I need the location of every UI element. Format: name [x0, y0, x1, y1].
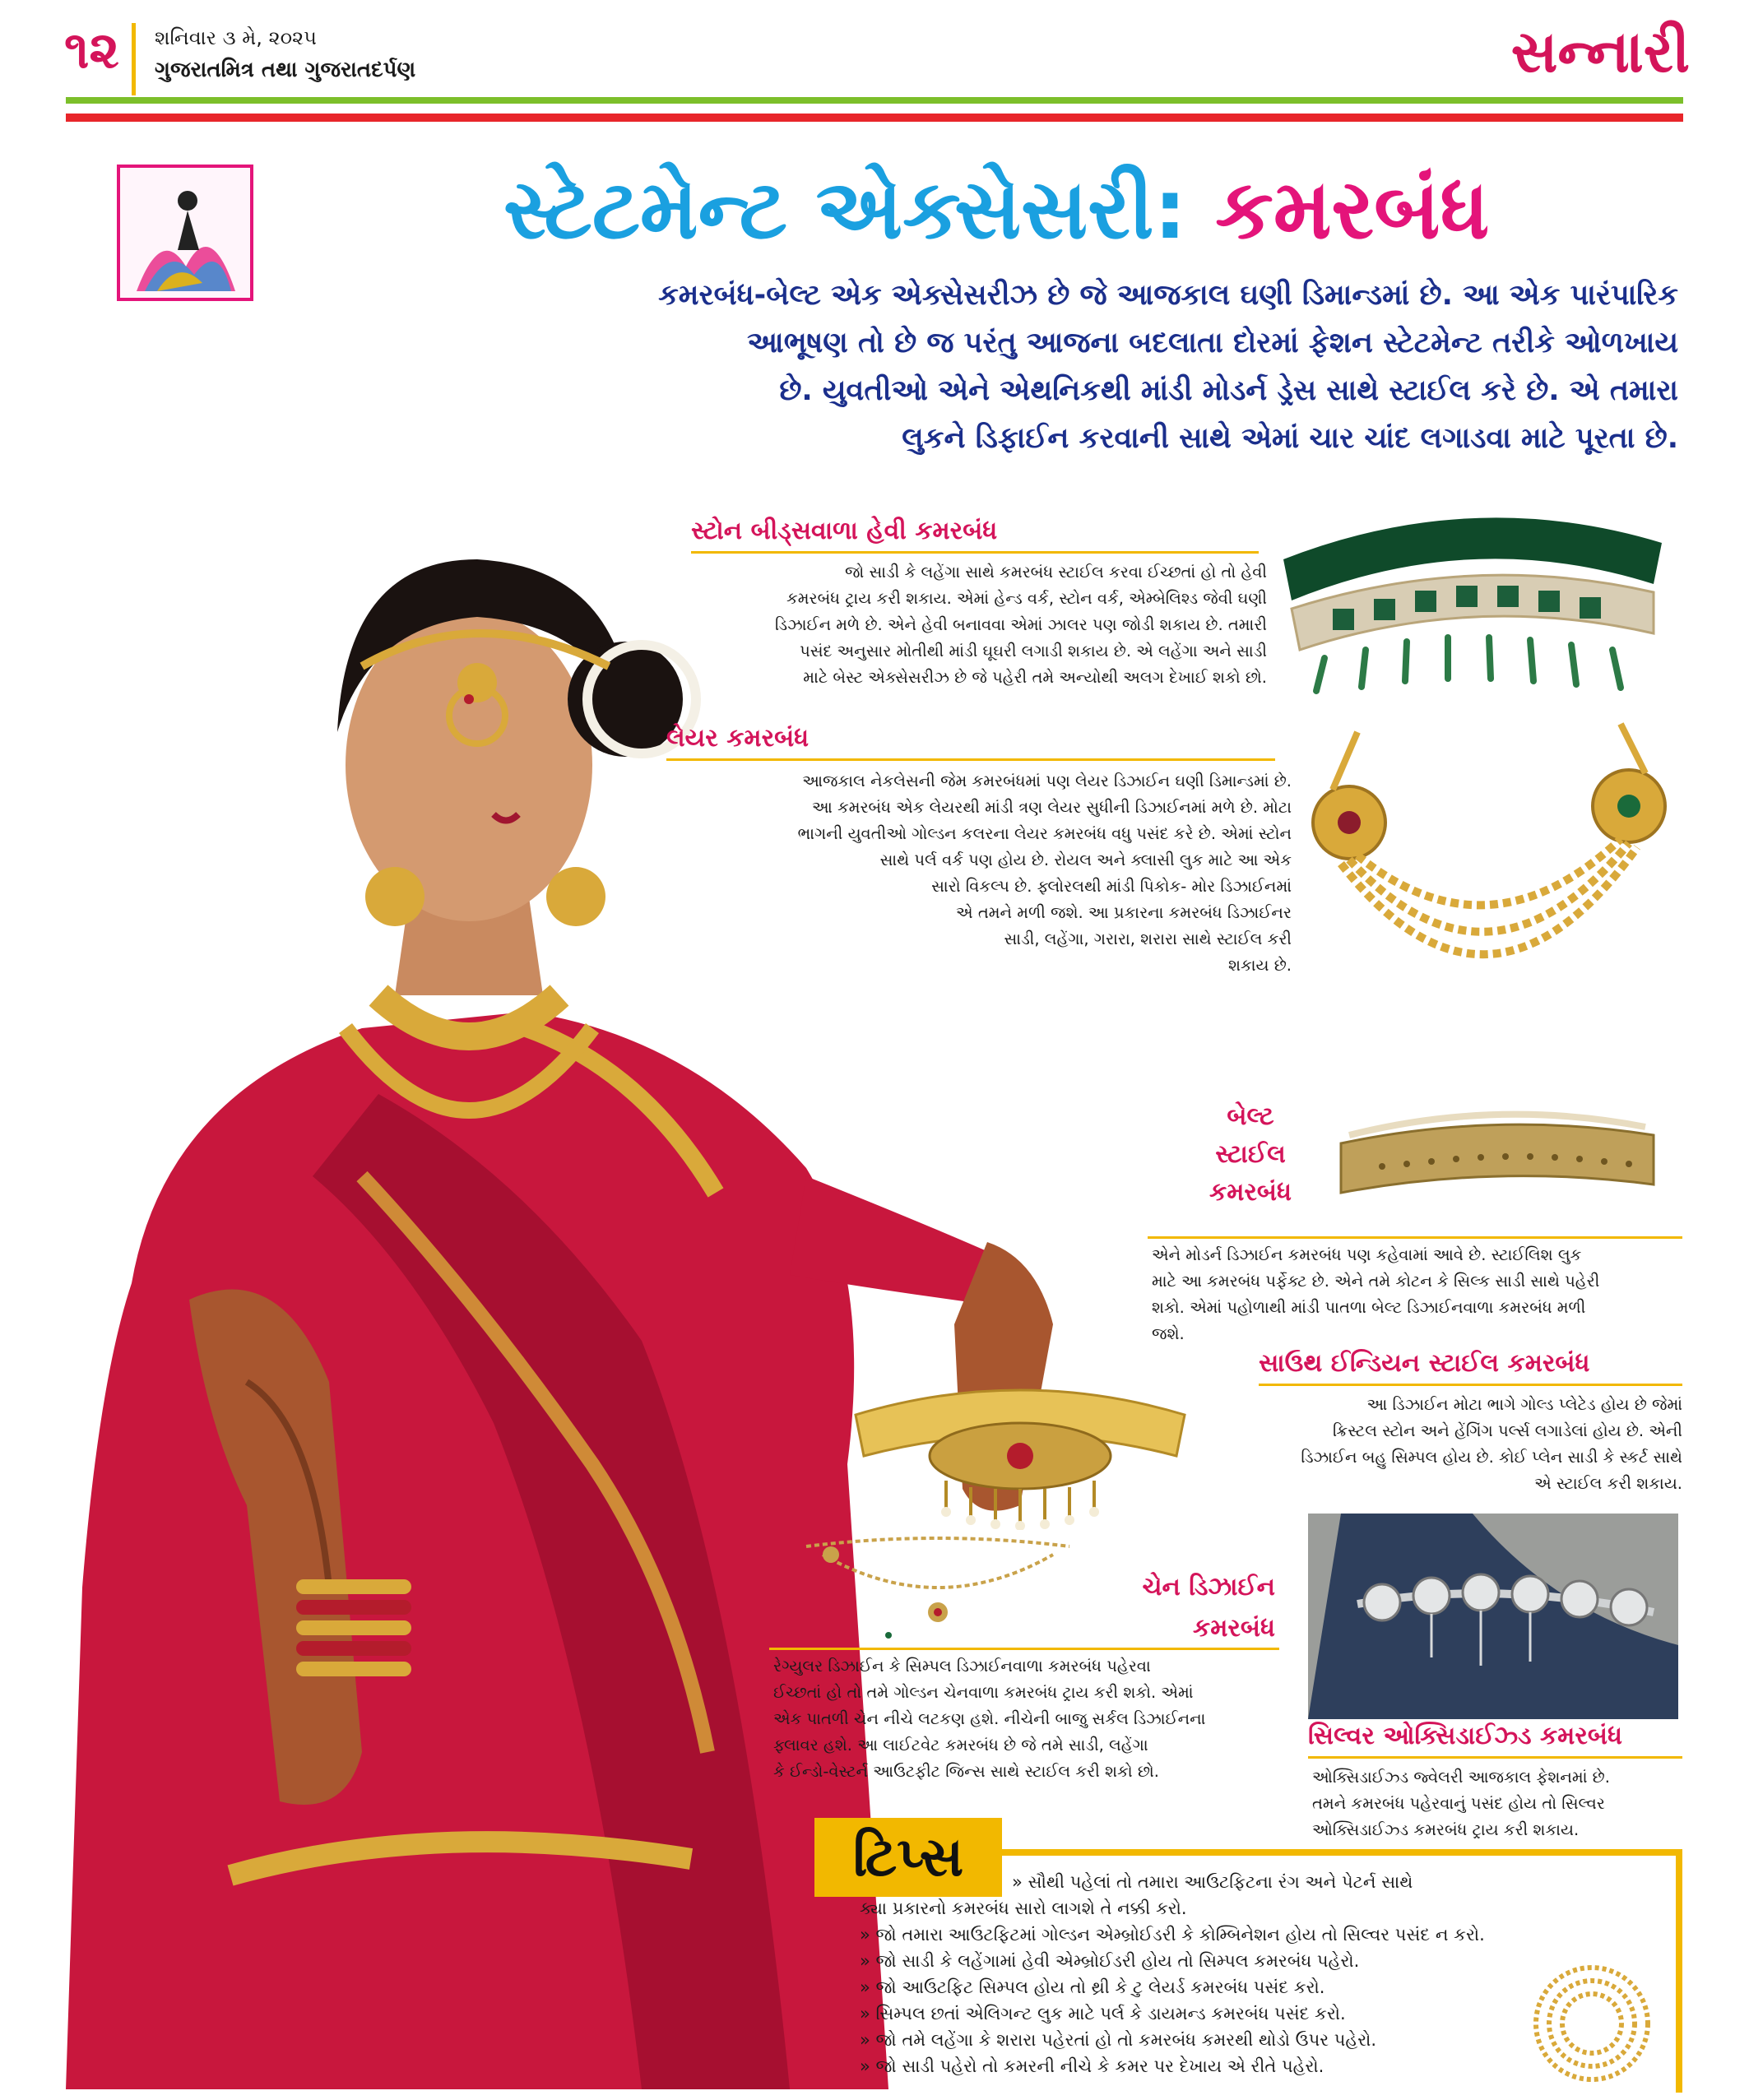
tip-item: ક્યા પ્રકારનો કમરબંધ સારો લાગશે તે નક્કી કરો. [860, 1898, 1187, 1918]
page-number: ૧૨ [64, 20, 119, 80]
section-layer-title: લેયર કમરબંધ [666, 724, 810, 753]
section-layer-rule [666, 758, 1275, 761]
tip-item: » જો સાડી કે લહેંગામાં હેવી એમ્બ્રોઈડરી હોય તો સિમ્પલ કમરબંધ પહેરો. [860, 1951, 1360, 1971]
section-chain-rule [769, 1648, 1279, 1650]
body-line: રેગ્યુલર ડિઝાઈન કે સિમ્પલ ડિઝાઈનવાળા કમરબંધ પહેરવા [773, 1657, 1151, 1676]
bangles [296, 1579, 411, 1676]
intro-line: લુકને ડિફાઈન કરવાની સાથે એમાં ચાર ચાંદ લગાડવા માટે પૂરતા છે. [902, 422, 1678, 455]
section-south-body [1218, 1392, 1682, 1497]
body-line: શકાય છે. [1227, 956, 1292, 975]
intro-line: આભૂષણ તો છે જ પરંતુ આજના બદલાતા દોરમાં ફેશન સ્ટેટમેન્ટ તરીકે ઓળખાય [747, 327, 1678, 359]
section-stone-rule [691, 551, 1259, 554]
tip-item: » જો આઉટફિટ સિમ્પલ હોય તો થ્રી કે ટુ લેયર્ડ કમરબંધ પસંદ કરો. [860, 1977, 1325, 1997]
intro-line: કમરબંધ-બેલ્ટ એક એક્સેસરીઝ છે જે આજકાલ ઘણી ડિમાન્ડમાં છે. આ એક પારંપારિક [658, 279, 1678, 312]
tips-label: ટિપ્સ [814, 1818, 1002, 1897]
section-south-title: સાઉથ ઈન્ડિયન સ્ટાઈલ કમરબંધ [1259, 1349, 1590, 1378]
title-line: કમરબંધ [1193, 1614, 1275, 1643]
body-line: એક પાતળી ચેન નીચે લટકણ હશે. નીચેની બાજુ સર્કલ ડિઝાઈનના [773, 1709, 1206, 1728]
belt-kamarbandh-photo [1333, 1102, 1662, 1209]
body-line: આ કમરબંધ એક લેયરથી માંડી ત્રણ લેયર સુધીની ડિઝાઈનમાં મળે છે. મોટા [811, 798, 1292, 817]
body-line: કે ઈન્ડો-વેસ્ટર્ન આઉટફીટ જિન્સ સાથે સ્ટાઈલ કરી શકો છો. [773, 1762, 1159, 1781]
tip-item: » જો તમારા આઉટફિટમાં ગોલ્ડન એમ્બ્રોઈડરી કે કોમ્બિનેશન હોય તો સિલ્વર પસંદ ન કરો. [860, 1925, 1485, 1945]
section-stone-title: સ્ટોન બીડ્સવાળા હેવી કમરબંધ [691, 517, 998, 545]
fashion-logo-icon [117, 165, 253, 301]
body-line: પસંદ અનુસાર મોતીથી માંડી ઘૂઘરી લગાડી શકાય છે. એ લહેંગા અને સાડી [800, 642, 1267, 661]
body-line: ડિઝાઈન મળે છે. એને હેવી બનાવવા એમાં ઝાલર પણ જોડી શકાય છે. તમારી [775, 615, 1267, 634]
section-silver-body [1312, 1764, 1682, 1843]
section-chain-title [1069, 1567, 1275, 1649]
tips-frame-top [1000, 1849, 1682, 1856]
section-belt-rule [1148, 1236, 1682, 1239]
body-line: એને મોડર્ન ડિઝાઈન કમરબંધ પણ કહેવામાં આવે છે. સ્ટાઈલિશ લુક [1152, 1245, 1582, 1264]
newspaper-name: ગુજરાતમિત્ર તથા ગુજરાતદર્પણ [155, 58, 416, 82]
south-indian-kamarbandh-photo [847, 1365, 1193, 1530]
body-line: એ સ્ટાઈલ કરી શકાય. [1534, 1474, 1682, 1493]
body-line: સારો વિકલ્પ છે. ફ્લોરલથી માંડી પિકોક- મોર ડિઝાઈનમાં [931, 877, 1292, 896]
body-line: ઈચ્છતાં હો તો તમે ગોલ્ડન ચેનવાળા કમરબંધ ટ્રાય કરી શકો. એમાં [773, 1683, 1194, 1702]
section-belt-body [1152, 1242, 1682, 1347]
body-line: જશે. [1152, 1324, 1185, 1343]
tips-frame-right [1676, 1849, 1682, 2093]
body-line: ડિઝાઈન બહુ સિમ્પલ હોય છે. કોઈ પ્લેન સાડી કે સ્કર્ટ સાથે [1301, 1448, 1682, 1467]
tips-list [860, 1869, 1485, 2079]
tip-item: » જો તમે લહેંગા કે શરારા પહેરતાં હો તો કમરબંધ કમરથી થોડો ઉપર પહેરો. [860, 2030, 1377, 2050]
title-line: સ્ટાઈલ [1215, 1140, 1286, 1169]
body-line: જો સાડી કે લહેંગા સાથે કમરબંધ સ્ટાઈલ કરવા ઈચ્છતાં હો તો હેવી [844, 563, 1267, 582]
section-chain-body [773, 1653, 1279, 1785]
section-title: સન્નારી [1510, 18, 1690, 86]
issue-date: શનિવાર ૩ મે, ૨૦૨૫ [155, 26, 317, 49]
tip-item: » જો સાડી પહેરો તો કમરની નીચે કે કમર પર દેખાય એ રીતે પહેરો. [860, 2056, 1325, 2076]
body-line: માટે બેસ્ટ એક્સેસરીઝ છે જે પહેરી તમે અન્યોથી અલગ દેખાઈ શકો છો. [803, 668, 1267, 687]
body-line: શકો. એમાં પહોળાથી માંડી પાતળા બેલ્ટ ડિઝાઈનવાળા કમરબંધ મળી [1152, 1298, 1586, 1317]
header-divider [132, 23, 136, 95]
headline-part1: સ્ટેટમેન્ટ એક્સેસરી: [503, 161, 1187, 257]
tip-item: » સૌથી પહેલાં તો તમારા આઉટફિટના રંગ અને પેટર્ન સાથે [1012, 1872, 1413, 1892]
body-line: આ ડિઝાઈન મોટા ભાગે ગોલ્ડ પ્લેટેડ હોય છે જેમાં [1366, 1395, 1682, 1414]
coiled-chain-photo [1522, 1958, 1662, 2089]
body-line: સાથે પર્લ વર્ક પણ હોય છે. રોયલ અને ક્લાસી લુક માટે આ એક [879, 851, 1292, 869]
body-line: ભાગની યુવતીઓ ગોલ્ડન કલરના લેયર કમરબંધ વધુ પસંદ કરે છે. એમાં સ્ટોન [797, 824, 1292, 843]
body-line: તમને કમરબંધ પહેરવાનું પસંદ હોય તો સિલ્વર [1312, 1794, 1605, 1813]
title-line: ચેન ડિઝાઈન [1142, 1573, 1275, 1602]
intro-line: છે. યુવતીઓ એને એથનિકથી માંડી મોડર્ન ડ્રેસ સાથે સ્ટાઈલ કરે છે. એ તમારા [779, 374, 1678, 407]
stone-kamarbandh-photo [1267, 494, 1678, 707]
layer-kamarbandh-photo [1300, 716, 1678, 1061]
body-line: ક્રિસ્ટલ સ્ટોન અને હેંગિંગ પર્લ્સ લગાડેલાં હોય છે. એની [1333, 1421, 1682, 1440]
section-layer-body [642, 768, 1292, 979]
body-line: ઓક્સિડાઈઝ્ડ જ્વેલરી આજકાલ ફેશનમાં છે. [1312, 1768, 1610, 1787]
headline [503, 161, 1489, 258]
title-line: બેલ્ટ [1227, 1102, 1274, 1131]
body-line: ફ્લાવર હશે. આ લાઈટવેટ કમરબંધ છે જે તમે સાડી, લહેંગા [773, 1736, 1148, 1755]
body-line: કમરબંધ ટ્રાય કરી શકાય. એમાં હેન્ડ વર્ક, સ્ટોન વર્ક, એમ્બેલિશ્ડ જેવી ઘણી [786, 589, 1267, 608]
header-rule-green [66, 97, 1683, 104]
body-line: એ તમને મળી જશે. આ પ્રકારના કમરબંધ ડિઝાઈનર [956, 903, 1292, 922]
section-stone-body [675, 559, 1267, 691]
headline-part2: કમરબંધ [1215, 161, 1490, 257]
section-silver-title: સિલ્વર ઓક્સિડાઈઝ્ડ કમરબંધ [1308, 1722, 1622, 1750]
section-south-rule [1259, 1384, 1682, 1386]
section-belt-title [1168, 1098, 1333, 1212]
header-rule-red [66, 114, 1683, 122]
body-line: સાડી, લહેંગા, ગરારા, શરારા સાથે સ્ટાઈલ કરી [1004, 929, 1292, 948]
title-line: કમરબંધ [1209, 1178, 1292, 1207]
section-silver-rule [1308, 1756, 1682, 1759]
body-line: આજકાલ નેકલેસની જેમ કમરબંધમાં પણ લેયર ડિઝાઈન ઘણી ડિમાન્ડમાં છે. [802, 772, 1292, 790]
silver-kamarbandh-photo [1308, 1514, 1678, 1719]
chain-kamarbandh-photo [798, 1530, 1078, 1645]
body-line: ઓક્સિડાઈઝ્ડ કમરબંધ ટ્રાય કરી શકાય. [1312, 1820, 1580, 1839]
tip-item: » સિમ્પલ છતાં એલિગન્ટ લુક માટે પર્લ કે ડાયમન્ડ કમરબંધ પસંદ કરો. [860, 2004, 1346, 2024]
body-line: માટે આ કમરબંધ પર્ફેક્ટ છે. એને તમે કોટન કે સિલ્ક સાડી સાથે પહેરી [1152, 1272, 1600, 1291]
